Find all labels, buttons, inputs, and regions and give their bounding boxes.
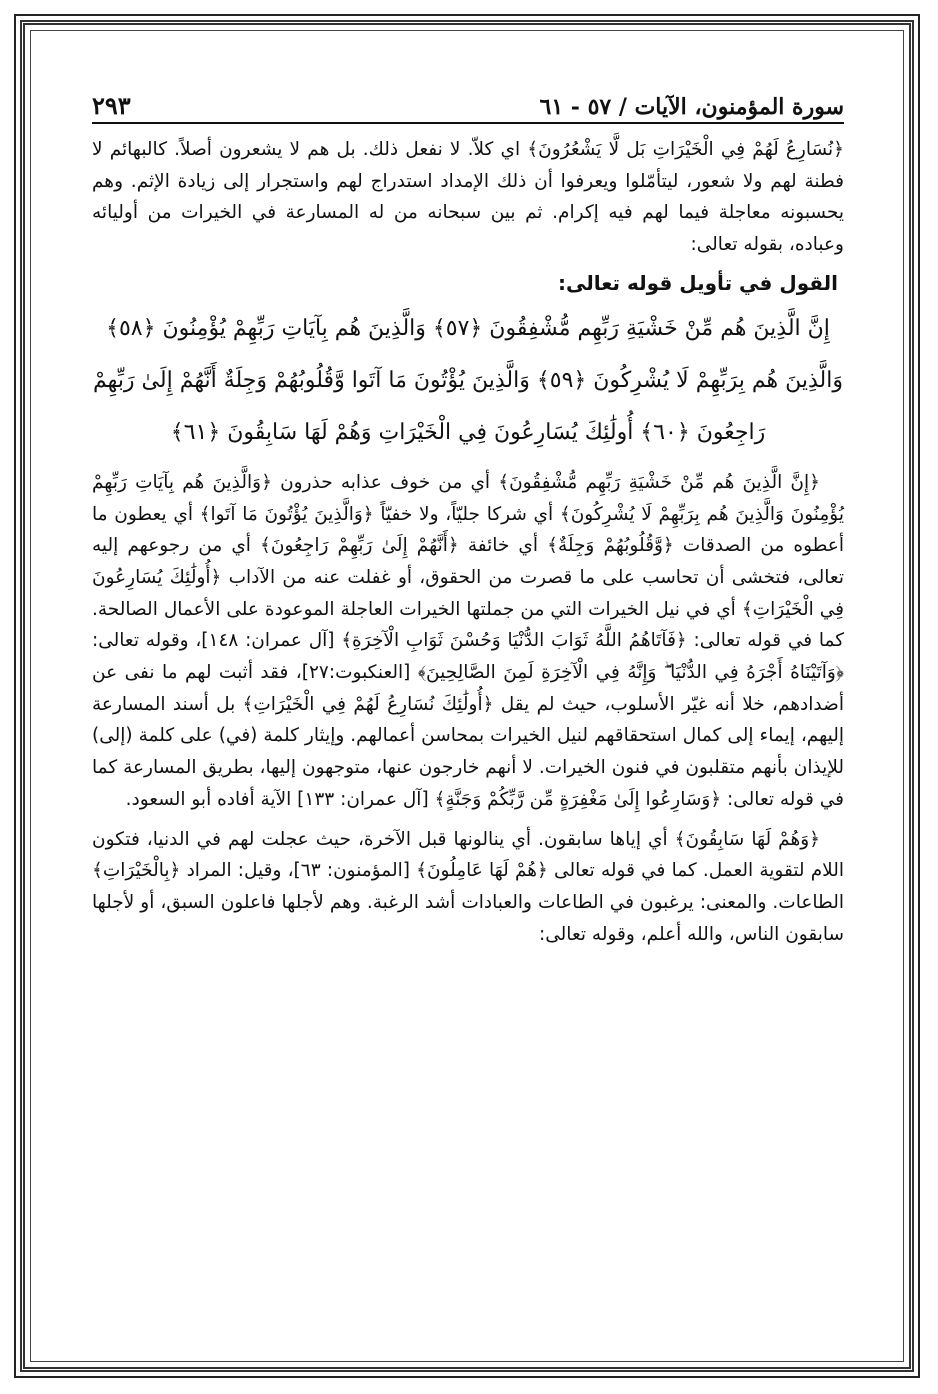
section-heading: القول في تأويل قوله تعالى: <box>558 270 838 295</box>
paragraph-commentary: ﴿إِنَّ الَّذِينَ هُم مِّنْ خَشْيَةِ رَبِّهِم مُّشْفِقُونَ﴾ أي من خوف عذابه حذرون ﴿وَالَّذِينَ هُم بِآيَاتِ رَبِّهِمْ يُؤْمِنُونَ وَالَّذِينَ هُم بِرَبِّهِمْ لَا يُشْرِكُونَ﴾ أي شركا جليّاً، ولا خفيّاً ﴿وَالَّذِينَ يُؤْتُونَ مَا آتَوا﴾ أي يعطون ما أعطوه من الصدقات ﴿وَّقُلُوبُهُمْ وَجِلَةٌ﴾ أي خائفة ﴿أَنَّهُمْ إِلَىٰ رَبِّهِمْ رَاجِعُونَ﴾ أي من رجوعهم إليه تعالى، فتخشى أن تحاسب على ما قصرت من الحقوق، أو غفلت عنه من الآداب ﴿أُولَٰئِكَ يُسَارِعُونَ فِي الْخَيْرَاتِ﴾ أي في نيل الخيرات التي من جملتها الخيرات العاجلة الموعودة على الأعمال الصالحة. كما في قوله تعالى: ﴿فَآتَاهُمُ اللَّهُ ثَوَابَ الدُّنْيَا وَحُسْنَ ثَوَابِ الْآخِرَةِ﴾ [آل عمران: ١٤٨]، وقوله تعالى: ﴿وَآتَيْنَاهُ أَجْرَهُ فِي الدُّنْيَا ۖ وَإِنَّهُ فِي الْآخِرَةِ لَمِنَ الصَّالِحِينَ﴾ [العنكبوت:٢٧]، فقد أثبت لهم ما نفى عن أضدادهم، خلا أنه غيّر الأسلوب، حيث لم يقل ﴿أُولَٰئِكَ نُسَارِعُ لَهُمْ فِي الْخَيْرَاتِ﴾ بل أسند المسارعة إليهم، إيماء إلى كمال استحقاقهم لنيل الخيرات بمحاسن أعمالهم. وإيثار كلمة (في) على كلمة (إلى) للإيذان بأنهم متقلبون في فنون الخيرات. لا أنهم خارجون عنها، متوجهون إليها، بطريق المسارعة كما في قوله تعالى: ﴿وَسَارِعُوا إِلَىٰ مَغْفِرَةٍ مِّن رَّبِّكُمْ وَجَنَّةٍ﴾ [آل عمران: ١٣٣] الآية أفاده أبو السعود. <box>92 471 845 810</box>
page-number: ٢٩٣ <box>92 91 131 120</box>
paragraph-commentary-2: ﴿وَهُمْ لَهَا سَابِقُونَ﴾ أي إياها سابقون. أي ينالونها قبل الآخرة، حيث عجلت لهم في الدنيا، فتكون اللام لتقوية العمل. كما في قوله تعالى ﴿هُمْ لَهَا عَامِلُونَ﴾ [المؤمنون: ٦٣]، وقيل: المراد ﴿بِالْخَيْرَاتِ﴾ الطاعات. والمعنى: يرغبون في الطاعات والعبادات أشد الرغبة. وهم لأجلها فاعلون السبق، أو لأجلها سابقون الناس، والله أعلم، وقوله تعالى: <box>92 828 844 945</box>
book-page <box>92 80 844 1370</box>
header-title: سورة المؤمنون، الآيات / ٥٧ - ٦١ <box>539 94 844 120</box>
page-header <box>92 80 844 124</box>
paragraph-intro: ﴿نُسَارِعُ لَهُمْ فِي الْخَيْرَاتِ بَل لَّا يَشْعُرُونَ﴾ اي كلاّ. لا نفعل ذلك. بل هم لا يشعرون أصلاً. كالبهائم لا فطنة لهم ولا شعور، ليتأمّلوا ويعرفوا أن ذلك الإمداد استدراج لهم واستجرار إلى زيادة الإثم. وهم يحسبونه معاجلة فيما لهم فيه إكرام. ثم بين سبحانه من له المسارعة في الخيرات من أوليائه وعباده، بقوله تعالى: <box>92 139 844 256</box>
quran-verses: إِنَّ الَّذِينَ هُم مِّنْ خَشْيَةِ رَبِّهِم مُّشْفِقُونَ ﴿٥٧﴾ وَالَّذِينَ هُم بِآيَاتِ رَبِّهِمْ يُؤْمِنُونَ ﴿٥٨﴾ وَالَّذِينَ هُم بِرَبِّهِمْ لَا يُشْرِكُونَ ﴿٥٩﴾ وَالَّذِينَ يُؤْتُونَ مَا آتَوا وَّقُلُوبُهُمْ وَجِلَةٌ أَنَّهُمْ إِلَىٰ رَبِّهِمْ رَاجِعُونَ ﴿٦٠﴾ أُولَٰئِكَ يُسَارِعُونَ فِي الْخَيْرَاتِ وَهُمْ لَهَا سَابِقُونَ ﴿٦١﴾ <box>93 315 843 445</box>
